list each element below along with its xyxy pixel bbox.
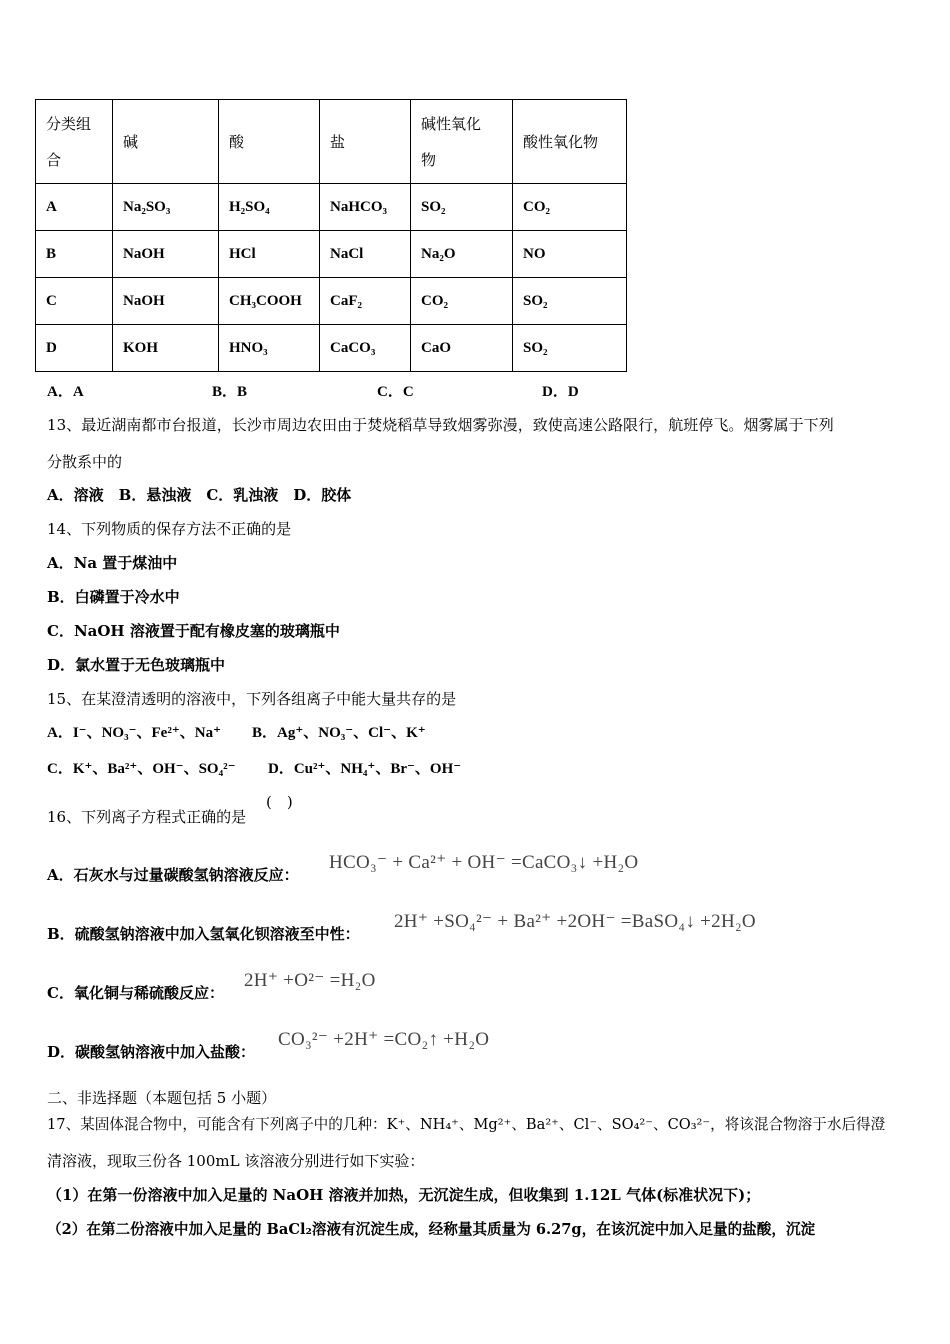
- q16-option-b-label: B．硫酸氢钠溶液中加入氢氧化钡溶液至中性：: [47, 925, 360, 943]
- q14-option-d: D．氯水置于无色玻璃瓶中: [47, 656, 226, 674]
- q16-option-c-label: C．氧化铜与稀硫酸反应：: [47, 984, 224, 1002]
- table-cell: HCl: [219, 231, 320, 278]
- table-header-cell: 碱: [113, 100, 219, 184]
- table-cell: B: [36, 231, 113, 278]
- q13-stem-line1: 13、最近湖南都市台报道，长沙市周边农田由于焚烧稻草导致烟雾弥漫，致使高速公路限行，航班停飞。烟雾属于下列: [47, 416, 834, 434]
- q12-option-a: A．A: [47, 384, 84, 400]
- q16-option-d-label: D．碳酸氢钠溶液中加入盐酸：: [47, 1043, 256, 1061]
- table-cell: KOH: [113, 325, 219, 372]
- q17-stem-line1: 17、某固体混合物中，可能含有下列离子中的几种：K⁺、NH₄⁺、Mg²⁺、Ba²⁺、Cl⁻、SO₄²⁻、CO₃²⁻，将该混合物溶于水后得澄: [47, 1116, 886, 1133]
- table-cell: D: [36, 325, 113, 372]
- q16-stem: 16、下列离子方程式正确的是: [47, 808, 247, 826]
- table-cell: C: [36, 278, 113, 325]
- table-cell: Na₂O: [411, 231, 513, 278]
- table-row: [36, 278, 627, 325]
- table-cell: NaOH: [113, 278, 219, 325]
- q17-step-2: （2）在第二份溶液中加入足量的 BaCl₂溶液有沉淀生成，经称量其质量为 6.27g，在该沉淀中加入足量的盐酸，沉淀: [47, 1221, 816, 1238]
- q15-option-d: D．Cu²⁺、NH₄⁺、Br⁻、OH⁻: [268, 761, 462, 777]
- table-cell: CH₃COOH: [219, 278, 320, 325]
- table-cell: SO₂: [513, 278, 627, 325]
- table-cell: CO₂: [411, 278, 513, 325]
- table-cell: Na₂SO₃: [113, 184, 219, 231]
- table-cell: CaO: [411, 325, 513, 372]
- table-header-cell: 盐: [320, 100, 411, 184]
- q14-option-a: A．Na 置于煤油中: [47, 554, 178, 572]
- table-cell: SO₂: [411, 184, 513, 231]
- q15-option-c: C．K⁺、Ba²⁺、OH⁻、SO₄²⁻: [47, 761, 236, 777]
- table-row: [36, 184, 627, 231]
- q13-options: A．溶液 B．悬浊液 C．乳浊液 D．胶体: [47, 486, 352, 504]
- q17-step-1: （1）在第一份溶液中加入足量的 NaOH 溶液并加热，无沉淀生成，但收集到 1.12L 气体(标准状况下)；: [47, 1186, 761, 1204]
- q16-option-d-equation: CO₃²⁻ +2H⁺ =CO₂↑ +H₂O: [278, 1029, 490, 1050]
- q14-stem: 14、下列物质的保存方法不正确的是: [47, 520, 292, 538]
- q15-stem: 15、在某澄清透明的溶液中，下列各组离子中能大量共存的是: [47, 690, 457, 708]
- table-cell: NO: [513, 231, 627, 278]
- q14-option-c: C．NaOH 溶液置于配有橡皮塞的玻璃瓶中: [47, 622, 340, 640]
- table-cell: CaF₂: [320, 278, 411, 325]
- q17-stem-line2: 清溶液，现取三份各 100mL 该溶液分别进行如下实验：: [47, 1152, 425, 1170]
- section-title: 二、非选择题（本题包括 5 小题）: [47, 1089, 277, 1107]
- q16-option-a-equation: HCO₃⁻ + Ca²⁺ + OH⁻ =CaCO₃↓ +H₂O: [329, 852, 639, 873]
- q12-option-d: D．D: [542, 384, 579, 400]
- q16-paren: ( ): [266, 793, 293, 811]
- table-cell: H₂SO₄: [219, 184, 320, 231]
- table-cell: CaCO₃: [320, 325, 411, 372]
- table-header-cell: 酸: [219, 100, 320, 184]
- table-header-cell: 分类组 合: [36, 100, 113, 184]
- table-cell: NaOH: [113, 231, 219, 278]
- table-cell: A: [36, 184, 113, 231]
- table-cell: CO₂: [513, 184, 627, 231]
- q12-option-c: C．C: [377, 384, 414, 400]
- table-cell: SO₂: [513, 325, 627, 372]
- table-header-cell: 酸性氧化物: [513, 100, 627, 184]
- q12-option-b: B．B: [212, 384, 248, 400]
- q13-stem-line2: 分散系中的: [47, 453, 123, 471]
- table-row: [36, 231, 627, 278]
- table-header-row: [36, 100, 627, 184]
- q15-option-a: A．I⁻、NO₃⁻、Fe²⁺、Na⁺: [47, 725, 221, 741]
- q14-option-b: B．白磷置于冷水中: [47, 588, 180, 606]
- q16-option-b-equation: 2H⁺ +SO₄²⁻ + Ba²⁺ +2OH⁻ =BaSO₄↓ +2H₂O: [394, 911, 756, 932]
- table-cell: NaCl: [320, 231, 411, 278]
- q15-option-b: B．Ag⁺、NO₃⁻、Cl⁻、K⁺: [252, 725, 426, 741]
- table-cell: HNO₃: [219, 325, 320, 372]
- q16-option-a-label: A．石灰水与过量碳酸氢钠溶液反应：: [47, 866, 299, 884]
- classification-table: [35, 99, 627, 372]
- table-row: [36, 325, 627, 372]
- q16-option-c-equation: 2H⁺ +O²⁻ =H₂O: [244, 970, 376, 991]
- table-cell: NaHCO₃: [320, 184, 411, 231]
- table-header-cell: 碱性氧化 物: [411, 100, 513, 184]
